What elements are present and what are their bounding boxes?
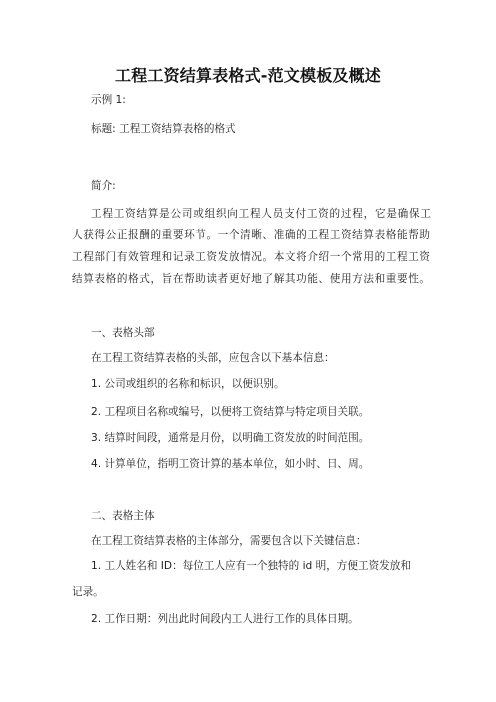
subtitle-line: 标题: 工程工资结算表格的格式 <box>91 123 236 135</box>
intro-line: 工程部门有效管理和记录工资发放情况。本文将介绍一个常用的工程工资 <box>72 251 430 263</box>
intro-heading: 简介: <box>91 180 116 192</box>
section1-lead: 在工程工资结算表格的头部，应包含以下基本信息： <box>91 352 335 364</box>
section1-item: 2. 工程项目名称或编号，以便将工资结算与特定项目关联。 <box>91 406 370 418</box>
section2-item: 1. 工人姓名和 ID：每位工人应有一个独特的 id 明，方便工资发放和 <box>91 560 411 572</box>
section2-item-continuation: 记录。 <box>72 586 104 598</box>
section1-item: 3. 结算时间段，通常是月份，以明确工资发放的时间范围。 <box>91 432 370 444</box>
example-label: 示例 1: <box>91 94 126 106</box>
section1-item: 1. 公司或组织的名称和标识，以便识别。 <box>91 378 285 390</box>
intro-line: 工程工资结算是公司或组织向工程人员支付工资的过程，它是确保工 <box>91 208 431 220</box>
section2-lead: 在工程工资结算表格的主体部分，需要包含以下关键信息： <box>91 535 367 547</box>
intro-line: 人获得公正报酬的重要环节。一个清晰、准确的工程工资结算表格能帮助 <box>72 229 430 241</box>
intro-line: 结算表格的格式，旨在帮助读者更好地了解其功能、使用方法和重要性。 <box>72 273 430 285</box>
document-title: 工程工资结算表格式-范文模板及概述 <box>114 66 382 85</box>
section1-item: 4. 计算单位，指明工资计算的基本单位，如小时、日、周。 <box>91 458 370 470</box>
section2-item: 2. 工作日期：列出此时间段内工人进行工作的具体日期。 <box>91 613 359 625</box>
section1-heading: 一、表格头部 <box>91 327 155 339</box>
section2-heading: 二、表格主体 <box>91 510 155 522</box>
